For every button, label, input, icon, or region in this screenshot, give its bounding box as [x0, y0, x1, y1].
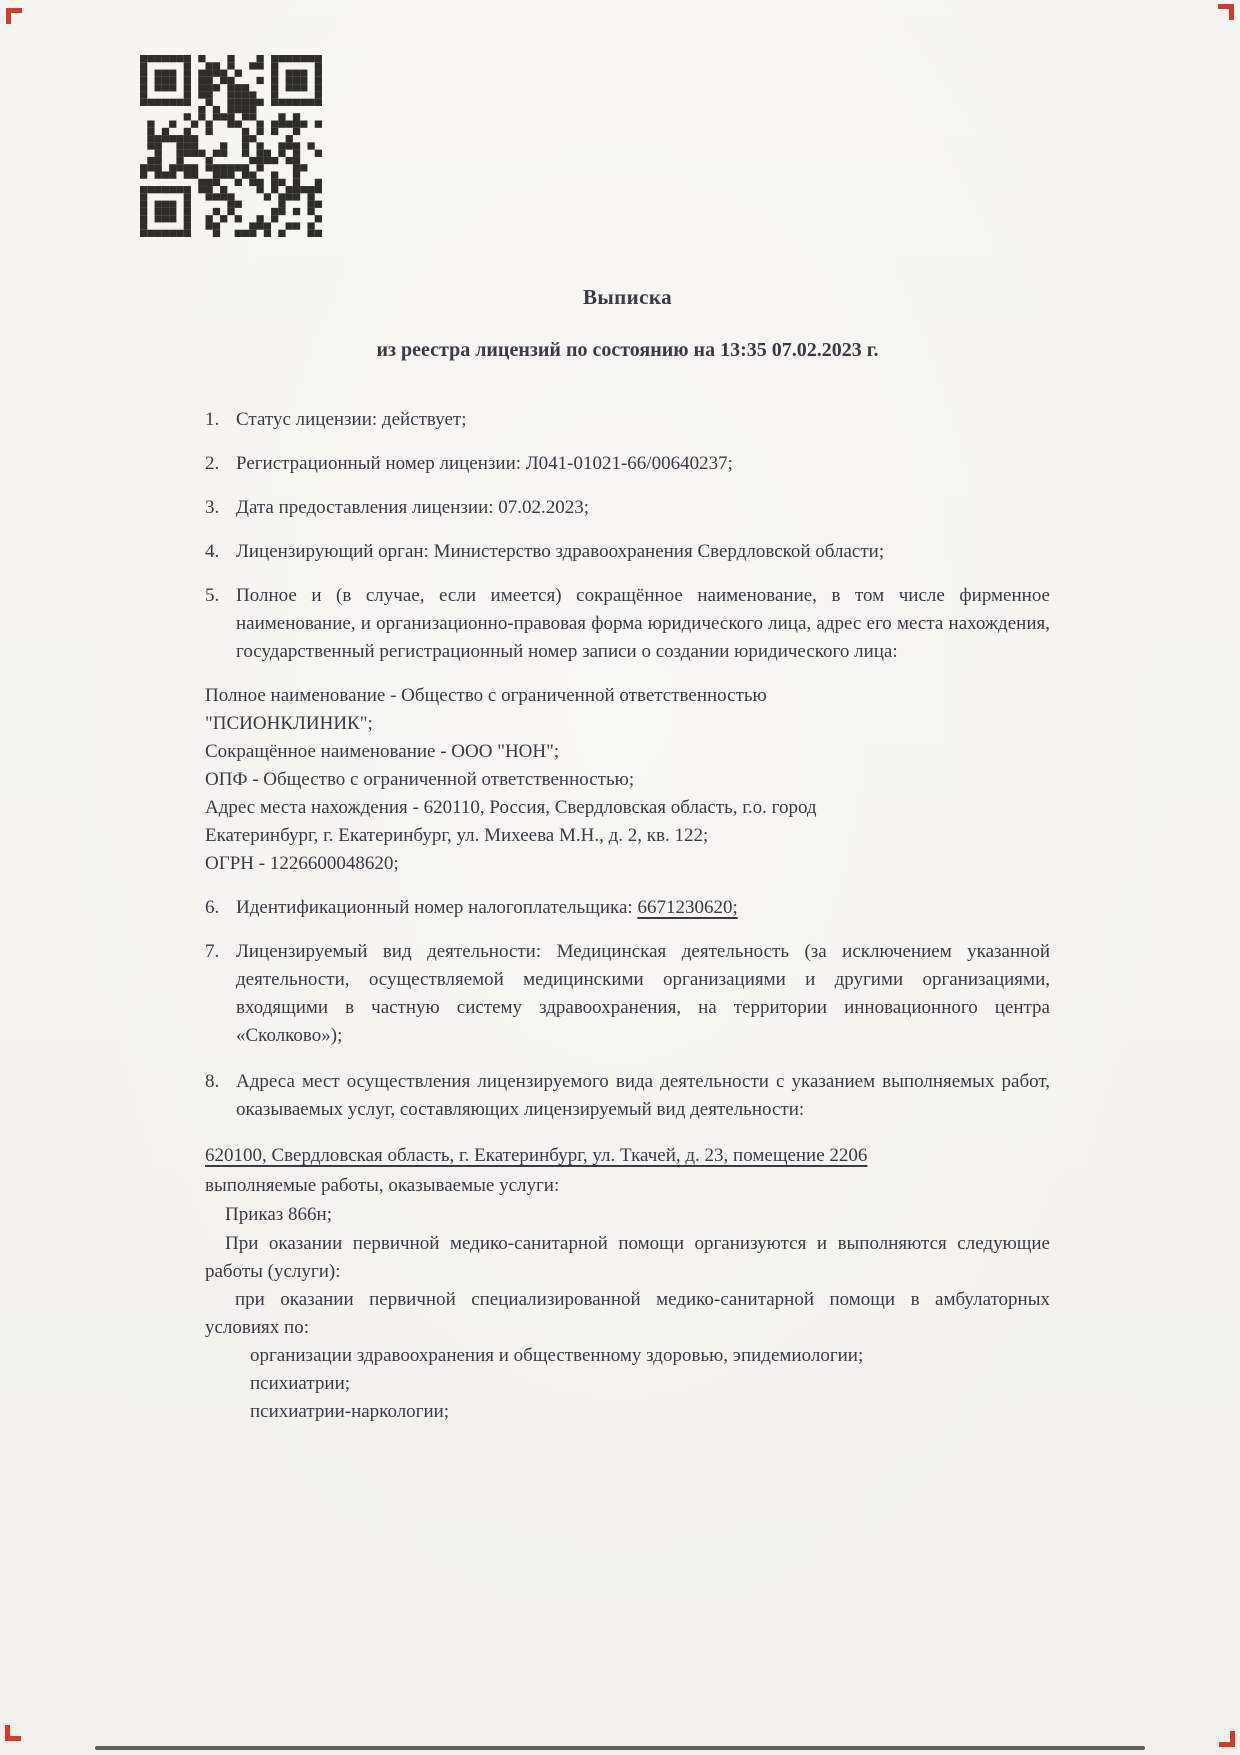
- item-text: Дата предоставления лицензии: 07.02.2023;: [236, 497, 590, 518]
- item-number: 2.: [205, 453, 220, 474]
- list-item-addresses-heading: [205, 1068, 1050, 1124]
- work-line-health-org: организации здравоохранения и общественному здоровью, эпидемиологии;: [250, 1345, 864, 1366]
- item-number: 5.: [205, 585, 220, 606]
- item-number: 3.: [205, 497, 220, 518]
- item-number: 1.: [205, 409, 220, 430]
- list-item-status: [205, 406, 1050, 434]
- works-intro: выполняемые работы, оказываемые услуги:: [205, 1175, 560, 1196]
- work-line-psychiatry: психиатрии;: [250, 1373, 351, 1394]
- scan-corner-mark-top-left: [6, 8, 22, 24]
- list-item-reg-number: [205, 450, 1050, 478]
- document-title: Выписка: [582, 285, 672, 309]
- list-item-inn: [205, 894, 1050, 922]
- item-number: 7.: [205, 941, 220, 962]
- document-subtitle: из реестра лицензий по состоянию на 13:35 07.02.2023 г.: [376, 339, 879, 361]
- list-item-licensing-authority: [205, 538, 1050, 566]
- list-item-org-name-heading: [205, 582, 1050, 666]
- org-line: Сокращённое наименование - ООО "НОН";: [205, 741, 560, 762]
- scan-edge-line: [95, 1746, 1145, 1750]
- item-text: Статус лицензии: действует;: [236, 409, 467, 430]
- work-line-specialized-care: при оказании первичной специализированной медико-санитарной помощи в амбулаторных условиях по:: [205, 1289, 1050, 1338]
- org-line: ОГРН - 1226600048620;: [205, 853, 399, 874]
- work-line-psychiatry-narcology: психиатрии-наркологии;: [250, 1401, 450, 1422]
- activity-address: 620100, Свердловская область, г. Екатеринбург, ул. Ткачей, д. 23, помещение 2206: [205, 1145, 868, 1166]
- org-line: Адрес места нахождения - 620110, Россия, Свердловская область, г.о. город: [205, 797, 817, 818]
- item-text: Адреса мест осуществления лицензируемого вида деятельности с указанием выполняемых работ, оказываемых услуг, составляющих лицензируемый вид деятельности:: [236, 1071, 1050, 1120]
- numbered-list: [205, 406, 1050, 1426]
- org-line: "ПСИОНКЛИНИК";: [205, 713, 373, 734]
- scan-corner-mark-bottom-left: [5, 1725, 21, 1741]
- list-item-activity-type: [205, 938, 1050, 1050]
- scan-corner-mark-bottom-right: [1219, 1731, 1235, 1747]
- document-content: [205, 0, 1050, 1426]
- item-text: Лицензирующий орган: Министерство здравоохранения Свердловской области;: [236, 541, 885, 562]
- item-number: 6.: [205, 897, 220, 918]
- item-text: Полное и (в случае, если имеется) сокращённое наименование, в том числе фирменное наименование, и организационно-правовая форма юридического лица, адрес его места нахождения, государственный регистрационный номер записи о создании юридического лица:: [236, 585, 1050, 662]
- work-line-primary-care: При оказании первичной медико-санитарной помощи организуются и выполняются следующие работы (услуги):: [205, 1233, 1050, 1282]
- item-text: Регистрационный номер лицензии: Л041-01021-66/00640237;: [236, 453, 733, 474]
- org-line: ОПФ - Общество с ограниченной ответственностью;: [205, 769, 635, 790]
- inn-label: Идентификационный номер налогоплательщика:: [236, 897, 638, 918]
- inn-value: 6671230620;: [637, 897, 738, 918]
- list-item-license-date: [205, 494, 1050, 522]
- org-line: Екатеринбург, г. Екатеринбург, ул. Михеева М.Н., д. 2, кв. 122;: [205, 825, 709, 846]
- organization-details-block: [205, 682, 1050, 878]
- item-text: [236, 894, 1050, 922]
- scan-corner-mark-top-right: [1218, 4, 1234, 20]
- item-number: 8.: [205, 1071, 220, 1092]
- item-number: 4.: [205, 541, 220, 562]
- org-line: Полное наименование - Общество с ограниченной ответственностью: [205, 685, 767, 706]
- item-text: Лицензируемый вид деятельности: Медицинская деятельность (за исключением указанной деятельности, осуществляемой медицинскими организациями и другими организациями, входящими в частную систему здравоохранения, на территории инновационного центра «Сколково»);: [236, 941, 1050, 1046]
- work-line-order: Приказ 866н;: [225, 1204, 332, 1225]
